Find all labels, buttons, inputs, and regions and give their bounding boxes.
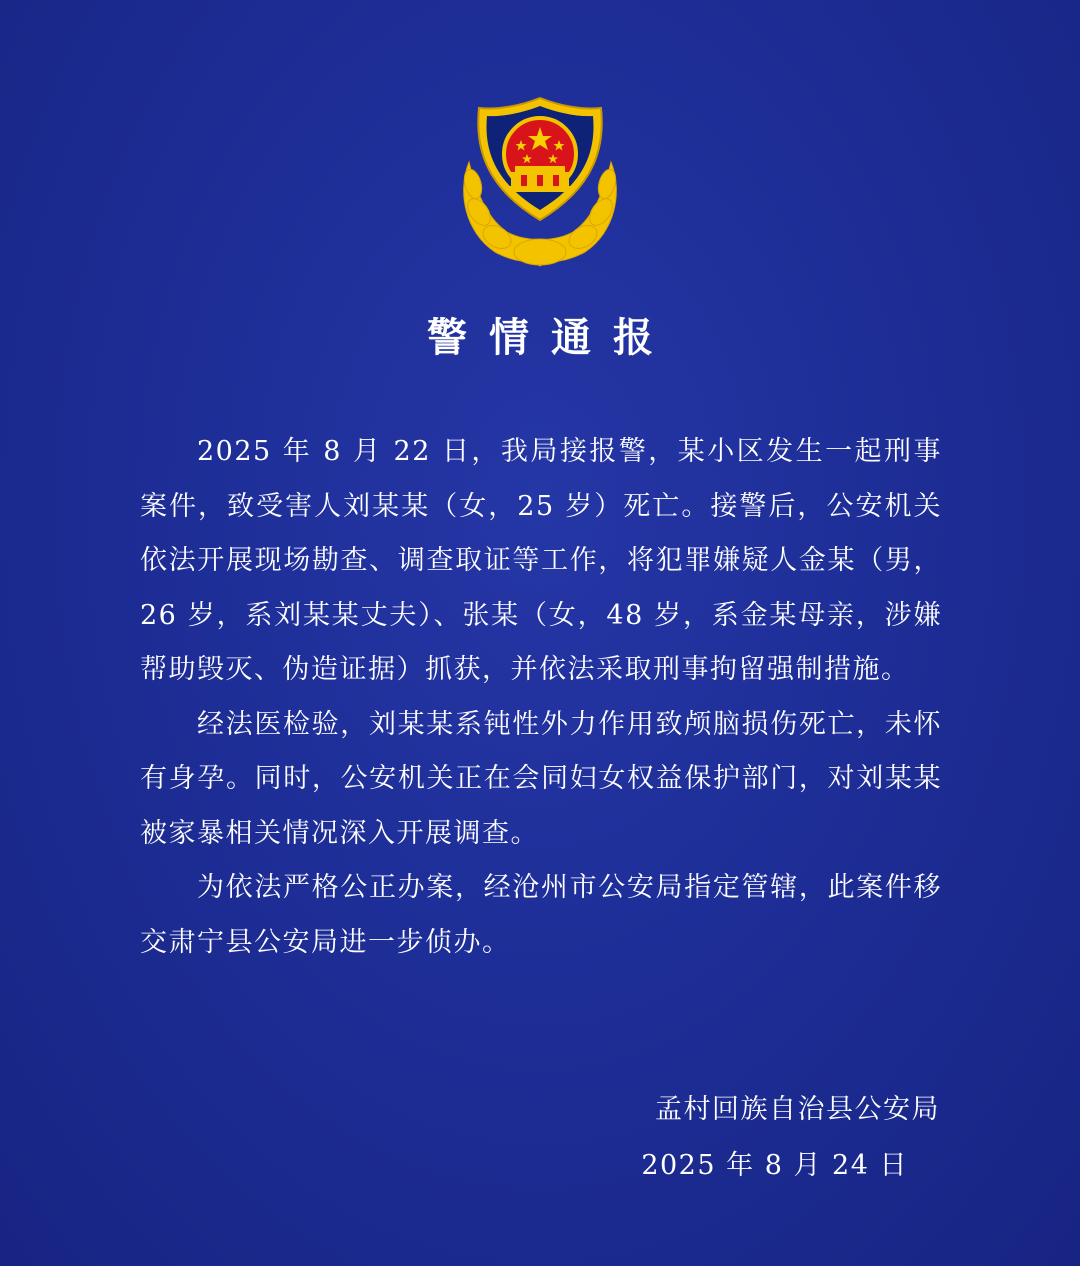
- police-emblem-icon: [455, 92, 625, 270]
- paragraph-forensics: 经法医检验，刘某某系钝性外力作用致颅脑损伤死亡，未怀有身孕。同时，公安机关正在会同妇女权益保护部门，对刘某某被家暴相关情况深入开展调查。: [140, 708, 942, 849]
- paragraph-jurisdiction: 为依法严格公正办案，经沧州市公安局指定管辖，此案件移交肃宁县公安局进一步侦办。: [140, 872, 942, 958]
- paragraph-incident: 2025 年 8 月 22 日，我局接报警，某小区发生一起刑事案件，致受害人刘某某（女，25 岁）死亡。接警后，公安机关依法开展现场勘查、调查取证等工作，将犯罪嫌疑人金某（男，26 岁，系刘某某丈夫）、张某（女，48 岁，系金某母亲，涉嫌帮助毁灭、伪造证据）抓获，并依法采取刑事拘留强制措施。: [140, 436, 942, 685]
- signature-block: [520, 1082, 940, 1194]
- issuer-name: 孟村回族自治县公安局: [655, 1094, 940, 1125]
- notice-body: [140, 425, 942, 970]
- notice-title: 警情通报: [427, 315, 675, 361]
- issue-date: 2025 年 8 月 24 日: [641, 1150, 908, 1181]
